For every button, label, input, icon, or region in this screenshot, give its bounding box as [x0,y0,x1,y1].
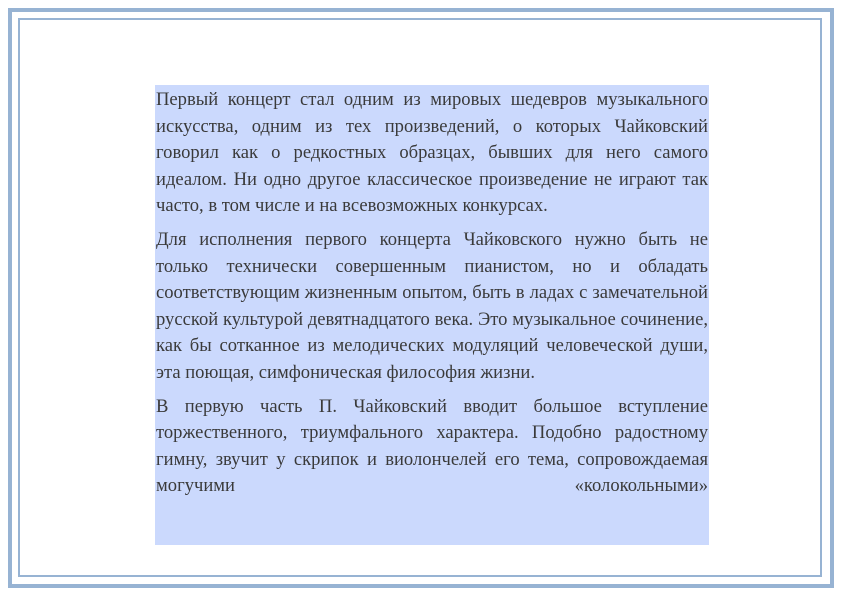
paragraph-2: Для исполнения первого концерта Чайковского нужно быть не только технически совершенным пианистом, но и обладать соответствующим жизненным опытом, быть в ладах с замечательной русской культурой девятнадцатого века. Это музыкальное сочинение, как бы сотканное из мелодических модуляций человеческой души, эта поющая, симфоническая философия жизни. [156,228,708,383]
selected-text-block[interactable] [155,85,709,545]
paragraph-3: В первую часть П. Чайковский вводит большое вступление торжественного, триумфального характера. Подобно радостному гимну, звучит у скрипок и виолончелей его тема, сопровождаемая могучими «колокольными» [156,395,708,497]
paragraph-1: Первый концерт стал одним из мировых шедевров музыкального искусства, одним из тех произведений, о которых Чайковский говорил как о редкостных образцах, бывших для него самого идеалом. Ни одно другое классическое произведение не играют так часто, в том числе и на всевозможных конкурсах. [156,89,708,217]
